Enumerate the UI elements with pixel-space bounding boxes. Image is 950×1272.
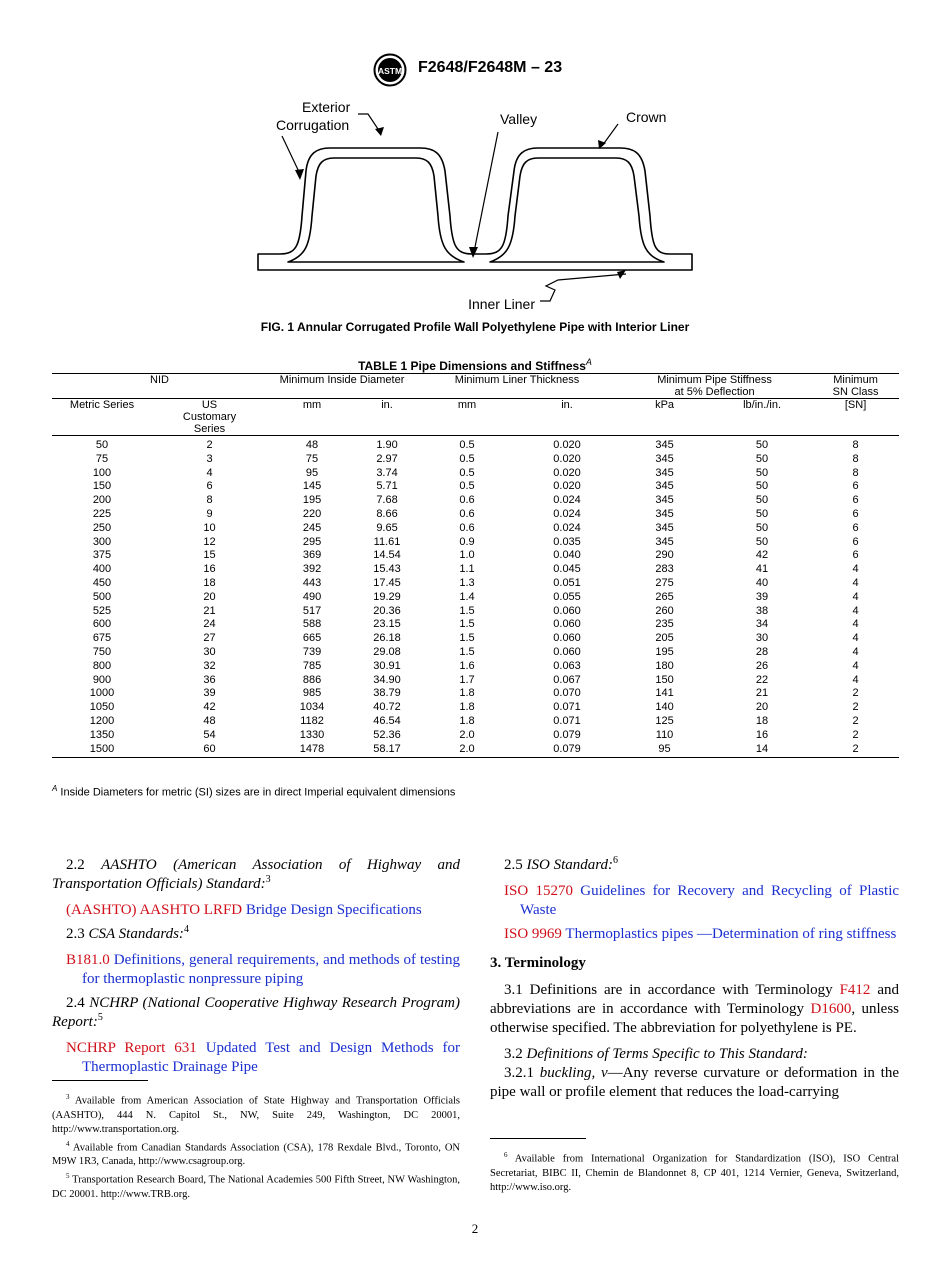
label-valley: Valley bbox=[500, 111, 538, 127]
footnote-rule-left bbox=[52, 1080, 148, 1081]
header-us-series: US Customary Series bbox=[152, 399, 267, 436]
section-2-3: 2.3 CSA Standards:$^4$ bbox=[66, 924, 189, 942]
table-cell: 200 bbox=[92, 494, 112, 507]
table-cell: 0.040 bbox=[553, 549, 581, 562]
section-3-heading: 3. Terminology bbox=[490, 955, 586, 971]
table-cell: 21 bbox=[755, 687, 769, 700]
table-cell: 1034 bbox=[299, 701, 325, 714]
table-cell: 0.020 bbox=[553, 452, 581, 465]
table-row bbox=[52, 436, 899, 453]
table-cell: 2 bbox=[852, 687, 859, 700]
table-cell: 0.070 bbox=[553, 687, 581, 700]
table-cell: 2 bbox=[852, 714, 859, 727]
table-cell: 4 bbox=[852, 645, 859, 658]
table-cell: 675 bbox=[92, 632, 112, 645]
table-cell: 4 bbox=[852, 632, 859, 645]
table-row bbox=[52, 743, 899, 758]
header-min-sn-class: Minimum SN Class bbox=[812, 374, 899, 399]
table-cell: 1.8 bbox=[459, 714, 475, 727]
table-cell: 1.5 bbox=[459, 604, 475, 617]
table-cell: 1.5 bbox=[459, 632, 475, 645]
table-cell: 500 bbox=[92, 590, 112, 603]
table-cell: 345 bbox=[655, 466, 674, 479]
table-cell: 2.0 bbox=[417, 743, 517, 758]
table-cell: 1.4 bbox=[459, 590, 475, 603]
table-cell: 2 bbox=[852, 701, 859, 714]
table-cell: 375 bbox=[92, 549, 112, 562]
table-cell: 38.79 bbox=[373, 687, 401, 700]
table-cell: 38 bbox=[755, 604, 769, 617]
table-cell: 400 bbox=[92, 563, 112, 576]
table-row bbox=[52, 660, 899, 674]
astm-logo bbox=[373, 53, 407, 87]
table-cell: 0.6 bbox=[459, 521, 475, 534]
table-cell: 750 bbox=[92, 645, 112, 658]
table-footnote: $^A$ Inside Diameters for metric (SI) sizes are in direct Imperial equivalent dimensions bbox=[52, 784, 456, 799]
table-cell: 145 bbox=[302, 480, 322, 493]
section-2-4: 2.4 NCHRP (National Cooperative Highway Research Program) Report:$^5$ bbox=[52, 995, 461, 1030]
table-cell: 0.024 bbox=[553, 494, 581, 507]
table-cell: 0.6 bbox=[459, 507, 475, 520]
table-cell: 125 bbox=[655, 714, 674, 727]
table-row bbox=[52, 536, 899, 550]
table-cell: 140 bbox=[655, 701, 674, 714]
table-cell: 5.71 bbox=[376, 480, 398, 493]
table-cell: 50 bbox=[755, 466, 769, 479]
footnote: $^6$ Available from International Organization for Standardization (ISO), ISO Central Secretariat, BIBC II, Chemin de Blandonnet 8, CP 401, 1214 Vernier, Geneva, Switzerland, http://www.iso.org. bbox=[490, 1151, 899, 1193]
table-cell: 100 bbox=[92, 466, 112, 479]
table-cell: 1.3 bbox=[459, 576, 475, 589]
table-cell: 886 bbox=[302, 673, 322, 686]
table-cell: 150 bbox=[92, 480, 112, 493]
table-cell: 180 bbox=[655, 659, 674, 672]
table-cell: 1.6 bbox=[459, 659, 475, 672]
header-sn: [SN] bbox=[812, 399, 899, 436]
table-cell: 42 bbox=[203, 701, 216, 714]
table-cell: 275 bbox=[655, 576, 674, 589]
table-group-header-row bbox=[52, 374, 899, 399]
table-cell: 739 bbox=[302, 645, 322, 658]
section-3-2: 3.2 Definitions of Terms Specific to This Standard: bbox=[504, 1046, 808, 1062]
table-cell: 15 bbox=[203, 549, 216, 562]
table-cell: 2.0 bbox=[459, 728, 475, 741]
table-cell: 1182 bbox=[300, 714, 324, 727]
page-number: 2 bbox=[471, 1221, 479, 1236]
table-cell: 290 bbox=[655, 549, 674, 562]
table-row bbox=[52, 701, 899, 715]
table-cell: 8 bbox=[206, 494, 213, 507]
table-cell: 2 bbox=[206, 439, 213, 451]
label-exterior: Exterior bbox=[302, 99, 351, 115]
table-cell: 54 bbox=[203, 728, 216, 741]
table-cell: 28 bbox=[755, 645, 769, 658]
ref-csa-b181[interactable]: B181.0 Definitions, general requirements, and methods of testing for thermoplastic nonpressure piping bbox=[66, 952, 461, 987]
table-cell: 39 bbox=[203, 687, 216, 700]
table-cell: 18 bbox=[755, 714, 769, 727]
table-cell: 2 bbox=[852, 728, 859, 741]
page-header bbox=[0, 55, 950, 83]
table-row bbox=[52, 508, 899, 522]
table-cell: 34.90 bbox=[373, 673, 401, 686]
table-cell: 0.060 bbox=[553, 645, 581, 658]
table-row bbox=[52, 563, 899, 577]
corrugated-pipe-figure bbox=[250, 96, 700, 316]
table-cell: 50 bbox=[755, 507, 769, 520]
footnotes-right bbox=[490, 1148, 899, 1195]
table-cell: 50 bbox=[755, 494, 769, 507]
table-cell: 20 bbox=[203, 590, 216, 603]
table-cell: 41 bbox=[755, 563, 769, 576]
table-cell: 800 bbox=[92, 659, 112, 672]
table-cell: 4 bbox=[852, 576, 859, 589]
header-kpa: kPa bbox=[617, 399, 712, 436]
header-lbinin: lb/in./in. bbox=[712, 399, 812, 436]
table-cell: 450 bbox=[92, 576, 112, 589]
table-cell: 260 bbox=[655, 604, 674, 617]
table-cell: 1.8 bbox=[459, 701, 475, 714]
table-cell: 6 bbox=[852, 494, 859, 507]
section-2-2: 2.2 AASHTO (American Association of Highway and Transportation Officials) Standard:$^3$ bbox=[52, 857, 460, 892]
table-cell: 32 bbox=[203, 659, 216, 672]
table-title: TABLE 1 Pipe Dimensions and Stiffness$^A$ bbox=[358, 357, 592, 373]
link-d1600[interactable]: D1600 bbox=[810, 1001, 852, 1017]
table-cell: 3 bbox=[206, 452, 213, 465]
table-cell: 4 bbox=[852, 618, 859, 631]
table-cell: 250 bbox=[92, 521, 112, 534]
table-cell: 345 bbox=[655, 439, 674, 451]
table-row bbox=[52, 549, 899, 563]
table-cell: 141 bbox=[655, 687, 674, 700]
table-row bbox=[52, 646, 899, 660]
table-cell: 0.035 bbox=[553, 535, 581, 548]
table-cell: 9.65 bbox=[376, 521, 398, 534]
right-column bbox=[490, 856, 899, 1109]
table-cell: 26 bbox=[755, 659, 769, 672]
table-cell: 2.97 bbox=[376, 452, 398, 465]
table-cell: 0.5 bbox=[459, 439, 475, 451]
table-body bbox=[52, 436, 899, 758]
table-cell: 1050 bbox=[89, 701, 115, 714]
table-cell: 0.071 bbox=[553, 701, 581, 714]
table-row bbox=[52, 687, 899, 701]
table-cell: 345 bbox=[655, 507, 674, 520]
table-cell: 60 bbox=[152, 743, 267, 758]
table-cell: 8 bbox=[852, 452, 859, 465]
table-cell: 345 bbox=[655, 494, 674, 507]
footnotes-left bbox=[52, 1090, 460, 1202]
table-cell: 150 bbox=[655, 673, 674, 686]
table-cell: 0.079 bbox=[517, 743, 617, 758]
table-cell: 24 bbox=[203, 618, 216, 631]
table-cell: 345 bbox=[655, 535, 674, 548]
table-cell: 20 bbox=[755, 701, 769, 714]
table-cell: 225 bbox=[92, 507, 112, 520]
table-cell: 0.020 bbox=[553, 466, 581, 479]
table-cell: 16 bbox=[203, 563, 216, 576]
table-cell: 34 bbox=[755, 618, 769, 631]
table-cell: 0.024 bbox=[553, 507, 581, 520]
table-cell: 345 bbox=[655, 452, 674, 465]
section-2-5: 2.5 ISO Standard:$^6$ bbox=[504, 855, 619, 873]
table-cell: 22 bbox=[755, 673, 769, 686]
table-cell: 14 bbox=[712, 743, 812, 758]
table-cell: 26.18 bbox=[373, 632, 401, 645]
table-cell: 1478 bbox=[267, 743, 357, 758]
table-cell: 0.060 bbox=[553, 618, 581, 631]
table-cell: 0.020 bbox=[553, 480, 581, 493]
table-cell: 6 bbox=[852, 480, 859, 493]
table-cell: 19.29 bbox=[373, 590, 401, 603]
table-cell: 40 bbox=[755, 576, 769, 589]
section-3-2-1: 3.2.1 buckling, v—Any reverse curvature or deformation in the pipe wall or profile element that reduces the load-carrying bbox=[490, 1065, 899, 1100]
table-cell: 15.43 bbox=[373, 563, 401, 576]
table-cell: 525 bbox=[92, 604, 112, 617]
table-row bbox=[52, 467, 899, 481]
table-cell: 8.66 bbox=[376, 507, 398, 520]
table-cell: 345 bbox=[655, 521, 674, 534]
table-cell: 52.36 bbox=[373, 728, 401, 741]
table-row bbox=[52, 715, 899, 729]
table-cell: 4 bbox=[852, 563, 859, 576]
table-cell: 665 bbox=[302, 632, 322, 645]
ref-iso-15270[interactable]: ISO 15270 Guidelines for Recovery and Recycling of Plastic Waste bbox=[504, 883, 900, 918]
inner-corrugation-outline bbox=[288, 158, 464, 262]
table-cell: 0.024 bbox=[553, 521, 581, 534]
table-unit-header-row bbox=[52, 399, 899, 436]
table-cell: 1.0 bbox=[459, 549, 475, 562]
table-cell: 14.54 bbox=[373, 549, 401, 562]
table-row bbox=[52, 618, 899, 632]
table-cell: 4 bbox=[852, 590, 859, 603]
table-cell: 0.071 bbox=[553, 714, 581, 727]
table-cell: 20.36 bbox=[373, 604, 401, 617]
table-cell: 0.055 bbox=[553, 590, 581, 603]
table-cell: 21 bbox=[203, 604, 216, 617]
header-min-inside-diameter: Minimum Inside Diameter bbox=[267, 374, 417, 399]
header-liner-mm: mm bbox=[417, 399, 517, 436]
header-nid: NID bbox=[52, 374, 267, 399]
footnote-rule-right bbox=[490, 1138, 586, 1139]
table-cell: 50 bbox=[755, 480, 769, 493]
table-cell: 588 bbox=[302, 618, 322, 631]
table-cell: 283 bbox=[655, 563, 674, 576]
table-cell: 517 bbox=[302, 604, 322, 617]
inner-corrugation-outline-2 bbox=[490, 158, 664, 262]
table-cell: 1.8 bbox=[459, 687, 475, 700]
table-cell: 8 bbox=[852, 466, 859, 479]
table-cell: 4 bbox=[852, 659, 859, 672]
table-cell: 1.7 bbox=[459, 673, 475, 686]
table-cell: 4 bbox=[852, 673, 859, 686]
label-crown: Crown bbox=[626, 109, 667, 125]
table-row bbox=[52, 674, 899, 688]
link-f412[interactable]: F412 bbox=[839, 982, 871, 998]
table-row bbox=[52, 605, 899, 619]
table-cell: 295 bbox=[302, 535, 322, 548]
table-cell: 50 bbox=[95, 439, 109, 451]
label-corrugation: Corrugation bbox=[276, 117, 350, 133]
table-cell: 50 bbox=[755, 439, 769, 451]
table-cell: 3.74 bbox=[376, 466, 398, 479]
table-cell: 235 bbox=[655, 618, 674, 631]
table-cell: 1330 bbox=[299, 728, 325, 741]
footnote: $^4$ Available from Canadian Standards Association (CSA), 178 Rexdale Blvd., Toronto, ON M9W 1R3, Canada, http://www.csagroup.org. bbox=[52, 1139, 460, 1167]
table-cell: 0.020 bbox=[553, 439, 581, 451]
table-row bbox=[52, 729, 899, 743]
table-cell: 6 bbox=[852, 535, 859, 548]
table-cell: 1.5 bbox=[459, 645, 475, 658]
table-row bbox=[52, 494, 899, 508]
table-cell: 600 bbox=[92, 618, 112, 631]
table-cell: 9 bbox=[206, 507, 213, 520]
table-cell: 345 bbox=[655, 480, 674, 493]
table-cell: 195 bbox=[655, 645, 674, 658]
section-3-1: 3.1 Definitions are in accordance with Terminology F412 and abbreviations are in accordance with Terminology D1600, unless otherwise specified. The abbreviation for polyethylene is PE. bbox=[490, 982, 900, 1036]
table-cell: 18 bbox=[203, 576, 216, 589]
document-designation: F2648/F2648M – 23 bbox=[418, 59, 563, 76]
table-cell: 46.54 bbox=[373, 714, 401, 727]
header-min-liner-thickness: Minimum Liner Thickness bbox=[417, 374, 617, 399]
table-cell: 4 bbox=[852, 604, 859, 617]
table-cell: 27 bbox=[203, 632, 216, 645]
table-cell: 75 bbox=[95, 452, 109, 465]
table-cell: 1500 bbox=[52, 743, 152, 758]
table-cell: 195 bbox=[302, 494, 322, 507]
header-diam-in: in. bbox=[357, 399, 417, 436]
table-cell: 95 bbox=[617, 743, 712, 758]
table-cell: 40.72 bbox=[373, 701, 401, 714]
table-cell: 0.5 bbox=[459, 466, 475, 479]
table-cell: 6 bbox=[852, 521, 859, 534]
table-cell: 11.61 bbox=[373, 535, 401, 548]
table-cell: 36 bbox=[203, 673, 216, 686]
table-cell: 1.5 bbox=[459, 618, 475, 631]
logo-text: ASTM bbox=[377, 66, 403, 76]
table-row bbox=[52, 522, 899, 536]
table-cell: 1350 bbox=[89, 728, 115, 741]
table-cell: 900 bbox=[92, 673, 112, 686]
table-cell: 50 bbox=[755, 521, 769, 534]
table-cell: 58.17 bbox=[357, 743, 417, 758]
table-cell: 10 bbox=[203, 521, 216, 534]
table-cell: 0.060 bbox=[553, 604, 581, 617]
table-cell: 0.063 bbox=[553, 659, 581, 672]
footnote: $^5$ Transportation Research Board, The National Academies 500 Fifth Street, NW Washington, DC 20001. http://www.TRB.org. bbox=[52, 1172, 461, 1200]
figure-caption: FIG. 1 Annular Corrugated Profile Wall Polyethylene Pipe with Interior Liner bbox=[260, 320, 690, 334]
header-liner-in: in. bbox=[517, 399, 617, 436]
left-column bbox=[52, 856, 460, 1082]
table-cell: 1.90 bbox=[376, 439, 398, 451]
table-cell: 220 bbox=[302, 507, 322, 520]
table-cell: 785 bbox=[302, 659, 322, 672]
table-row bbox=[52, 632, 899, 646]
table-row bbox=[52, 591, 899, 605]
header-metric-series: Metric Series bbox=[52, 399, 152, 436]
table-cell: 6 bbox=[206, 480, 213, 493]
table-cell: 95 bbox=[305, 466, 319, 479]
table-row bbox=[52, 453, 899, 467]
header-diam-mm: mm bbox=[267, 399, 357, 436]
table-cell: 0.6 bbox=[459, 494, 475, 507]
table-cell: 205 bbox=[655, 632, 674, 645]
footnote: $^3$ Available from American Association of State Highway and Transportation Officials (AASHTO), 444 N. Capitol St., NW, Suite 249, Washington, DC 20001, http://www.transportation.org. bbox=[52, 1093, 460, 1135]
table-cell: 4 bbox=[206, 466, 213, 479]
ref-iso-9969[interactable]: ISO 9969 Thermoplastics pipes —Determination of ring stiffness bbox=[504, 926, 897, 942]
table-cell: 30.91 bbox=[373, 659, 401, 672]
table-cell: 2 bbox=[812, 743, 899, 758]
table-cell: 75 bbox=[305, 452, 319, 465]
table-row bbox=[52, 480, 899, 494]
table-cell: 16 bbox=[755, 728, 769, 741]
table-cell: 0.9 bbox=[459, 535, 475, 548]
ref-nchrp-631[interactable]: NCHRP Report 631 Updated Test and Design Methods for Thermoplastic Drainage Pipe bbox=[66, 1040, 461, 1075]
table-cell: 1200 bbox=[89, 714, 115, 727]
table-cell: 48 bbox=[203, 714, 216, 727]
table-cell: 0.045 bbox=[553, 563, 581, 576]
table-cell: 29.08 bbox=[373, 645, 401, 658]
table-cell: 8 bbox=[852, 439, 859, 451]
table-cell: 50 bbox=[755, 452, 769, 465]
table-cell: 7.68 bbox=[376, 494, 398, 507]
table-cell: 0.067 bbox=[553, 673, 581, 686]
table-cell: 0.5 bbox=[459, 452, 475, 465]
table-cell: 6 bbox=[852, 507, 859, 520]
table-cell: 17.45 bbox=[373, 576, 401, 589]
table-cell: 30 bbox=[755, 632, 769, 645]
table-cell: 23.15 bbox=[373, 618, 401, 631]
table-cell: 50 bbox=[755, 535, 769, 548]
table-cell: 369 bbox=[302, 549, 322, 562]
table-cell: 300 bbox=[92, 535, 112, 548]
table-cell: 6 bbox=[852, 549, 859, 562]
header-min-pipe-stiffness: Minimum Pipe Stiffness at 5% Deflection bbox=[617, 374, 812, 399]
table-cell: 0.5 bbox=[459, 480, 475, 493]
table-cell: 0.051 bbox=[553, 576, 581, 589]
table-cell: 1.1 bbox=[459, 563, 475, 576]
table-cell: 443 bbox=[302, 576, 322, 589]
ref-aashto-lrfd[interactable]: (AASHTO) AASHTO LRFD Bridge Design Specifications bbox=[66, 902, 422, 918]
table-cell: 39 bbox=[755, 590, 769, 603]
table-cell: 265 bbox=[655, 590, 674, 603]
label-inner-liner: Inner Liner bbox=[468, 296, 535, 312]
table-cell: 42 bbox=[755, 549, 769, 562]
table-cell: 985 bbox=[302, 687, 322, 700]
table-cell: 110 bbox=[655, 728, 674, 741]
table-cell: 490 bbox=[302, 590, 322, 603]
table-row bbox=[52, 577, 899, 591]
table-cell: 48 bbox=[305, 439, 319, 451]
table-cell: 392 bbox=[302, 563, 322, 576]
table-cell: 1000 bbox=[89, 687, 115, 700]
pipe-dimensions-table bbox=[52, 373, 899, 758]
table-cell: 0.060 bbox=[553, 632, 581, 645]
table-cell: 30 bbox=[203, 645, 216, 658]
table-cell: 12 bbox=[203, 535, 216, 548]
table-cell: 0.079 bbox=[553, 728, 581, 741]
table-cell: 245 bbox=[302, 521, 322, 534]
